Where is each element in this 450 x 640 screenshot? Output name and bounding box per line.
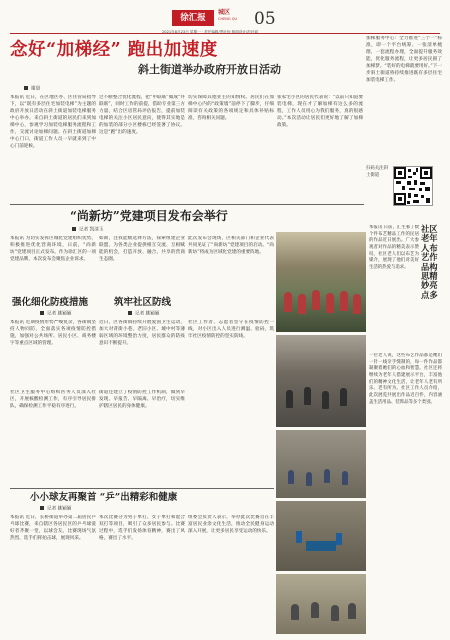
- story3-byline-text: 记者 姚颖颖: [47, 311, 72, 317]
- photo-table-tennis-players: [276, 574, 366, 634]
- photo-epidemic-control: [276, 335, 366, 427]
- section-divider: [10, 204, 364, 205]
- lead-byline-text: 谢晨: [31, 86, 41, 92]
- qr-code-icon: [394, 167, 432, 205]
- lead-column-1: 本报讯 近日，在区地区办、区住管局指导下，以“既有多层住宅加装电梯”为主题的政府开放日活动在斜土街道加装电梯服务中心举办。来自斜土街道的居民们来到加梯中心，参观学习加装电梯服务流程和工作，交流讨论加梯问题。在斜土街道加梯中心门口，街道工作人员一早就来到了中心门前迎候。: [10, 95, 96, 149]
- story3-headline: 强化细化防疫措施: [12, 297, 89, 308]
- photo-press-conference: [276, 232, 366, 332]
- story5-headline: 小小球友再聚首 “乒”出精彩和健康: [30, 492, 178, 503]
- story5-column-1: 本报讯 近日，长桥街道举办第二届居民乒乓球比赛，来自辖区各居民区的乒乓球爱好者齐聚一堂，以球会友。比赛现场气氛热烈，选手们挥拍击球，展现风采。: [10, 515, 96, 541]
- section-name: 城区: [218, 9, 231, 16]
- story3-column-1: 本报讯 近期疫情形势严峻复杂，各街镇坚持人物同防，全面落实各项疫情防控措施，加强对公共场所、居民小区、商务楼宇等重点区域的管理。: [10, 320, 96, 346]
- page-number: 05: [254, 9, 276, 29]
- lead-subhead: 斜土街道举办政府开放日活动: [138, 63, 281, 76]
- story4-byline-text: 记者 姚颖颖: [135, 311, 160, 317]
- newspaper-logo: 徐汇报: [172, 10, 214, 26]
- issue-line: 2021年8月23日 星期一 · 责任编辑/罗叶怡 版面设计/范叶斌: [162, 30, 259, 34]
- sidebar-headline-3: 思精妙亮点: [421, 270, 438, 300]
- masthead-rule: [10, 33, 440, 34]
- story4-column-1: 社区工作者、志愿者坚守在疫情防控一线，对小区出入人员进行测温、验码，筑牢社区疫情防控的坚实防线。: [188, 320, 274, 339]
- byline-bullet-icon: [40, 506, 44, 510]
- story5-column-2: 本次比赛分为男子单打、女子单打和混合双打等项目，吸引了众多居民参与。比赛过程中，选手们发扬体育精神，赛出了风格，赛出了水平。: [99, 515, 185, 541]
- lead-column-right: 加梯服务中心：全力推进“三个一”标准，即一个平台统筹、一张清单梳理、一套流程办理，全面提升服务效能，优化服务流程，让更多居民圆了加梯梦。“装好的电梯就要用好。”下一步斜土街道将持续推进既有多层住宅加装电梯工作。: [366, 36, 442, 83]
- story4-column-2: 社区卫生服务中心组织医务人员深入社区，开展核酸检测工作，有序引导居民排队，确保检测工作平稳有序进行。: [10, 390, 96, 409]
- sidebar-headline: [421, 225, 441, 300]
- story3-byline: [40, 311, 71, 318]
- lead-headline: 念好“加梯经” 跑出加速度: [10, 40, 218, 60]
- photo-table-tennis: [276, 501, 366, 571]
- byline-bullet-icon: [24, 86, 28, 90]
- sidebar-story: [369, 221, 442, 635]
- story5-column-3: 组委会负责人表示，举办此次比赛旨在丰富居民业余文化生活，推动全民健身运动深入开展，让更多居民享受运动的快乐。: [188, 515, 274, 534]
- sidebar-headline-4: 多: [429, 289, 438, 300]
- sidebar-text-1: 本报讯 日前，汇生邨了数个件布艺精品工作的民居的作品近日展出。广大参观者对作品的精美表示赞叹，社区老人们以布艺为媒介，展现了他们对美好生活的热爱与追求。: [369, 225, 419, 271]
- story5-byline: [40, 506, 71, 513]
- story4-headline: 筑牢社区防线: [114, 297, 172, 308]
- story2-column-1: 本报讯 为切实发挥区城化党建组织优势，积极推进优化营商环境，日前，“尚新坊”党建项目正式发布。作为徐汇区的一项党建品牌，本次发布会聚焦企业诉求。: [10, 236, 96, 262]
- section-divider: [10, 488, 274, 489]
- story2-column-2: 如期，注我能级选择方法，探索组建企业联盟，为各类企业提供相互交流、互相赋能的机会，打造开放、融合、共享的营商生态圈。: [99, 236, 185, 262]
- qr-code[interactable]: [393, 166, 433, 206]
- photo-community-defense: [276, 430, 366, 498]
- sidebar-headline-2: 布艺作品构: [421, 242, 438, 272]
- story3-column-2: 近日，区各街镇持续开展爱国卫生运动，加大对背街小巷、老旧小区、城中村等薄弱区域的环境整治力度，居民群众的防疫意识不断提升。: [99, 320, 185, 346]
- story2-byline: [72, 227, 103, 234]
- section-sub: CHENG QU: [218, 17, 238, 21]
- qr-label: 扫码关注斜土街道: [366, 166, 388, 178]
- byline-bullet-icon: [128, 311, 132, 315]
- story2-column-3: 此次发布会现场，区相关部门和企业代表共同见证了“尚新坊”党建项目的启动。“尚新坊”将成为区域化党建的重要阵地。: [188, 236, 274, 255]
- sidebar-headline-1: 社区老年人: [421, 224, 438, 253]
- story2-headline: “尚新坊”党建项目发布会举行: [70, 209, 228, 223]
- lead-column-3: 切实保障其他业主的知情权。居民们在加梯中心内的“政策墙”前停下了脚步，仔细阅读有关政策的各项规定和具体补贴标准，咨询相关问题。: [188, 95, 274, 121]
- sidebar-text-2: 一位老人说，这些布艺作品都是她们一针一线亲手缝制的，每一件作品都凝聚着她们的心血和智慧。社区还将继续为老年人搭建展示平台，丰富他们的精神文化生活，让老年人老有所乐、老有所为。社区工作人员介绍，此次展览共展出作品近百件，内容涵盖生活用品、装饰品等多个类别。: [369, 353, 442, 405]
- story2-byline-text: 记者 凯清玉: [79, 227, 104, 233]
- story4-byline: [128, 311, 159, 318]
- lead-column-2: 过不断整合优化流程，把“申联联”做成“并联联”，同时工作的前提，借助专业第三方力量，结合区房管局评估报告，提前加装电梯的关注小区居民意向，使得其实地是的加装的部分小区楼栋已经签署了协议。这是“跑”出的速度。: [99, 95, 185, 135]
- byline-bullet-icon: [40, 311, 44, 315]
- lead-byline: [24, 86, 40, 93]
- lead-column-4: 张家宅小区的居民代表说：“以前只知道要装电梯，现在才了解加梯有这么多的流程，工作人员用心为我们服务，真的很感动。”本次活动让居民们更好地了解了加梯政策。: [277, 95, 363, 128]
- byline-bullet-icon: [72, 227, 76, 231]
- story5-byline-text: 记者 姚颖颖: [47, 506, 72, 512]
- story4-column-3: 街道还建立了疫情防控工作机制，做到早发现、早报告、早隔离、早治疗，切实维护辖区居民的身体健康。: [99, 390, 185, 409]
